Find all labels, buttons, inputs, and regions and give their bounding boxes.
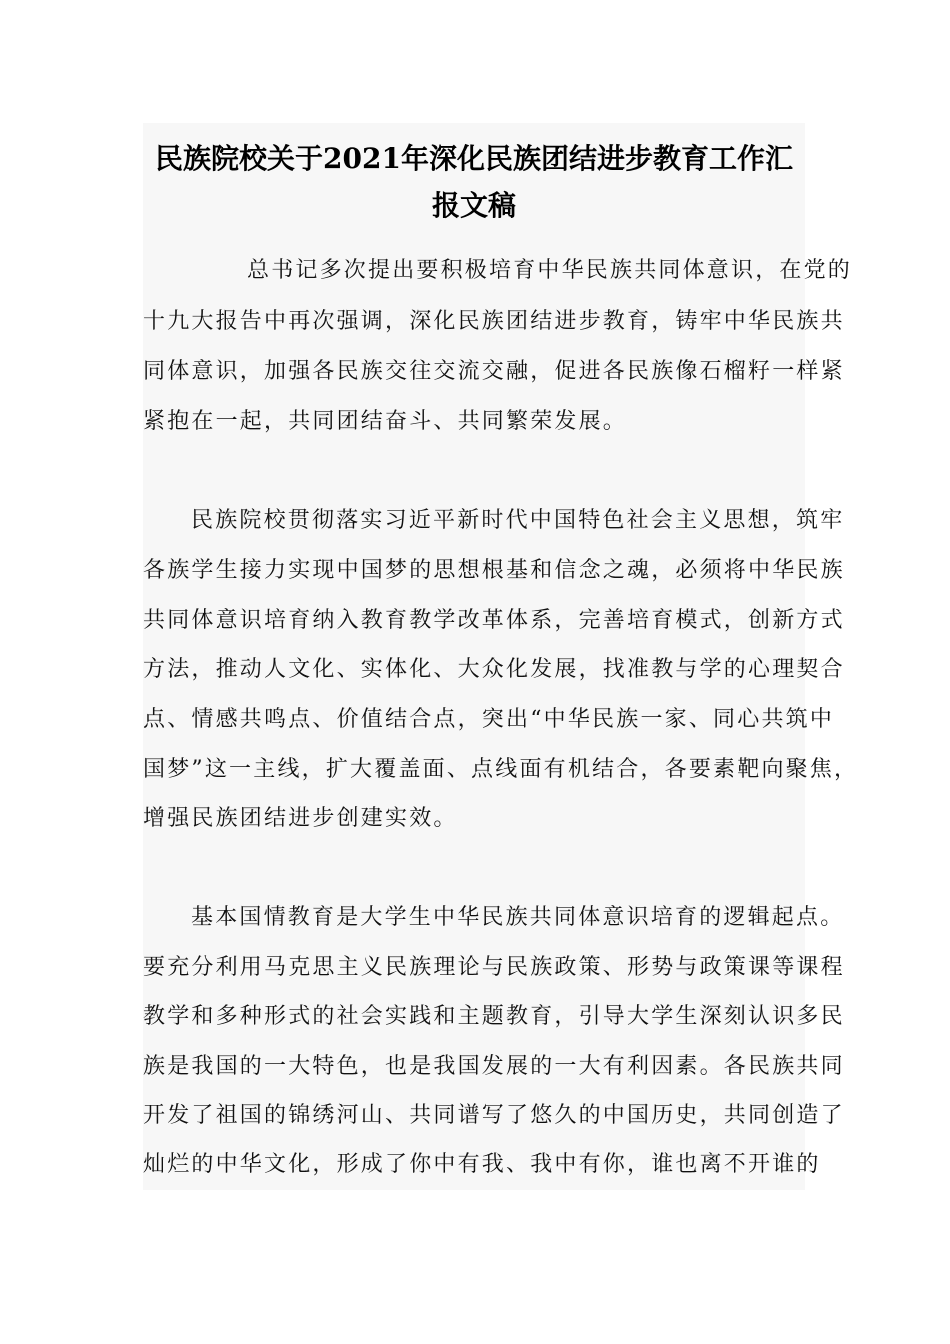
paragraph-2-line-4: 方法，推动人文化、实体化、大众化发展，找准教与学的心理契合 — [143, 657, 845, 682]
paragraph-2-line-1: 民族院校贯彻落实习近平新时代中国特色社会主义思想，筑牢 — [191, 508, 845, 533]
paragraph-3-line-6: 灿烂的中华文化，形成了你中有我、我中有你，谁也离不开谁的 — [143, 1152, 821, 1177]
document-page — [143, 123, 859, 1190]
paragraph-3-line-1: 基本国情教育是大学生中华民族共同体意识培育的逻辑起点。 — [191, 905, 845, 930]
paragraph-3-line-4: 族是我国的一大特色，也是我国发展的一大有利因素。各民族共同 — [143, 1054, 845, 1079]
paragraph-2-line-7: 增强民族团结进步创建实效。 — [143, 806, 458, 831]
paragraph-2-line-5: 点、情感共鸣点、价值结合点，突出“中华民族一家、同心共筑中 — [143, 707, 835, 732]
paragraph-2-line-2: 各族学生接力实现中国梦的思想根基和信念之魂，必须将中华民族 — [143, 558, 845, 583]
paragraph-2-line-6: 国梦”这一主线，扩大覆盖面、点线面有机结合，各要素靶向聚焦， — [143, 757, 859, 782]
paragraph-1-line-3: 同体意识，加强各民族交往交流交融，促进各民族像石榴籽一样紧 — [143, 359, 845, 384]
paragraph-3-line-2: 要充分利用马克思主义民族理论与民族政策、形势与政策课等课程 — [143, 955, 845, 980]
paragraph-1-line-2: 十九大报告中再次强调，深化民族团结进步教育，铸牢中华民族共 — [143, 309, 845, 334]
document-title-line-1: 民族院校关于2021年深化民族团结进步教育工作汇 — [155, 142, 793, 175]
paragraph-3-line-5: 开发了祖国的锦绣河山、共同谱写了悠久的中国历史，共同创造了 — [143, 1103, 845, 1128]
paragraph-1-line-4: 紧抱在一起，共同团结奋斗、共同繁荣发展。 — [143, 409, 628, 434]
paragraph-3-line-3: 教学和多种形式的社会实践和主题教育，引导大学生深刻认识多民 — [143, 1004, 845, 1029]
document-title-line-2: 报文稿 — [431, 189, 516, 222]
paragraph-1-line-1: 总书记多次提出要积极培育中华民族共同体意识，在党的 — [247, 258, 853, 283]
paragraph-2-line-3: 共同体意识培育纳入教育教学改革体系，完善培育模式，创新方式 — [143, 608, 845, 633]
